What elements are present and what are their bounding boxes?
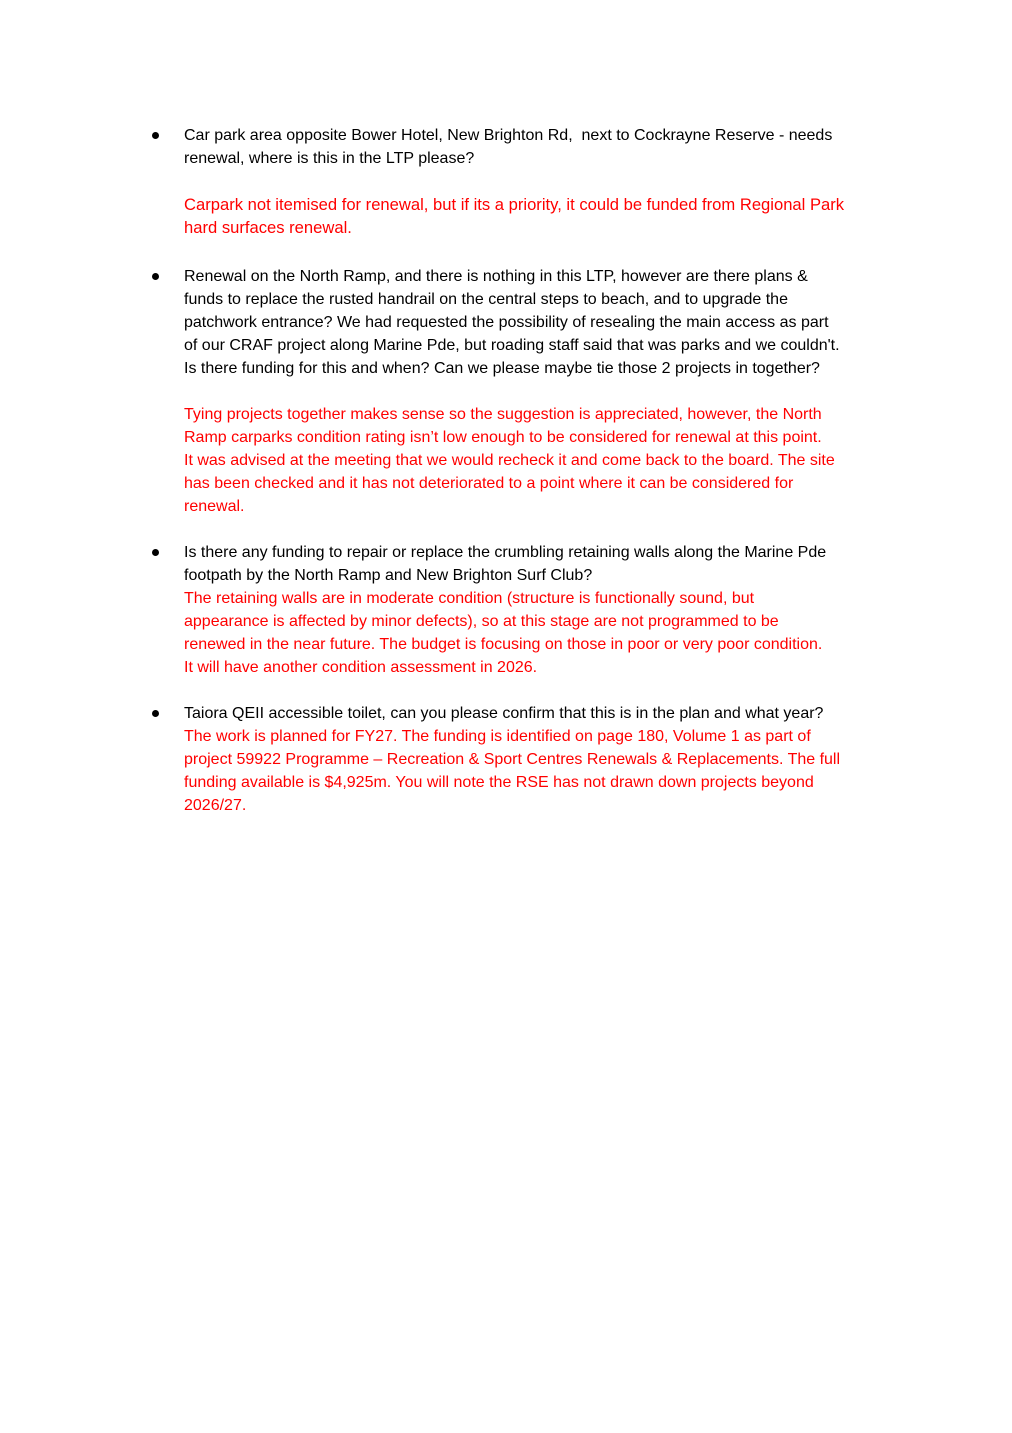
question-text: Car park area opposite Bower Hotel, New Brighton Rd, next to Cockrayne Reserve - needs renewal, where is this in the LTP please? bbox=[184, 127, 833, 167]
answer-text: The retaining walls are in moderate condition (structure is functionally sound, but appearance is affected by minor defects), so at this stage are not programmed to be renewed in the near future. The budget is focusing on those in poor or very poor condition. It will have another condition assessment in 2026. bbox=[184, 590, 823, 676]
bullet-icon bbox=[152, 702, 164, 725]
question-text: Taiora QEII accessible toilet, can you please confirm that this is in the plan and what year? bbox=[184, 705, 824, 722]
list-item bbox=[184, 124, 904, 239]
bullet-icon bbox=[152, 265, 164, 288]
question-text: Is there any funding to repair or replace the crumbling retaining walls along the Marine Pde footpath by the North Ramp and New Brighton Surf Club? bbox=[184, 544, 827, 584]
bullet-icon bbox=[152, 541, 164, 564]
answer-text: Tying projects together makes sense so the suggestion is appreciated, however, the North Ramp carparks condition rating isn’t low enough to be considered for renewal at this point. It was advised at the meeting that we would recheck it and come back to the board. The site has been checked and it has not deteriorated to a point where it can be considered for renewal. bbox=[184, 406, 835, 515]
list-item bbox=[184, 541, 904, 679]
list-item bbox=[184, 702, 904, 817]
question-text: Renewal on the North Ramp, and there is nothing in this LTP, however are there plans & funds to replace the rusted handrail on the central steps to beach, and to upgrade the patchwork entrance? We had requested the possibility of resealing the main access as part of our CRAF project along Marine Pde, but roading staff said that was parks and we couldn't. Is there funding for this and when? Can we please maybe tie those 2 projects in together? bbox=[184, 268, 840, 377]
answer-text: The work is planned for FY27. The funding is identified on page 180, Volume 1 as part of project 59922 Programme – Recreation & Sport Centres Renewals & Replacements. The full funding available is $4,925m. You will note the RSE has not drawn down projects beyond 2026/27. bbox=[184, 728, 841, 814]
bullet-icon bbox=[152, 124, 164, 147]
answer-text: Carpark not itemised for renewal, but if its a priority, it could be funded from Regional Park hard surfaces renewal. bbox=[184, 195, 845, 237]
list-item bbox=[184, 265, 904, 518]
